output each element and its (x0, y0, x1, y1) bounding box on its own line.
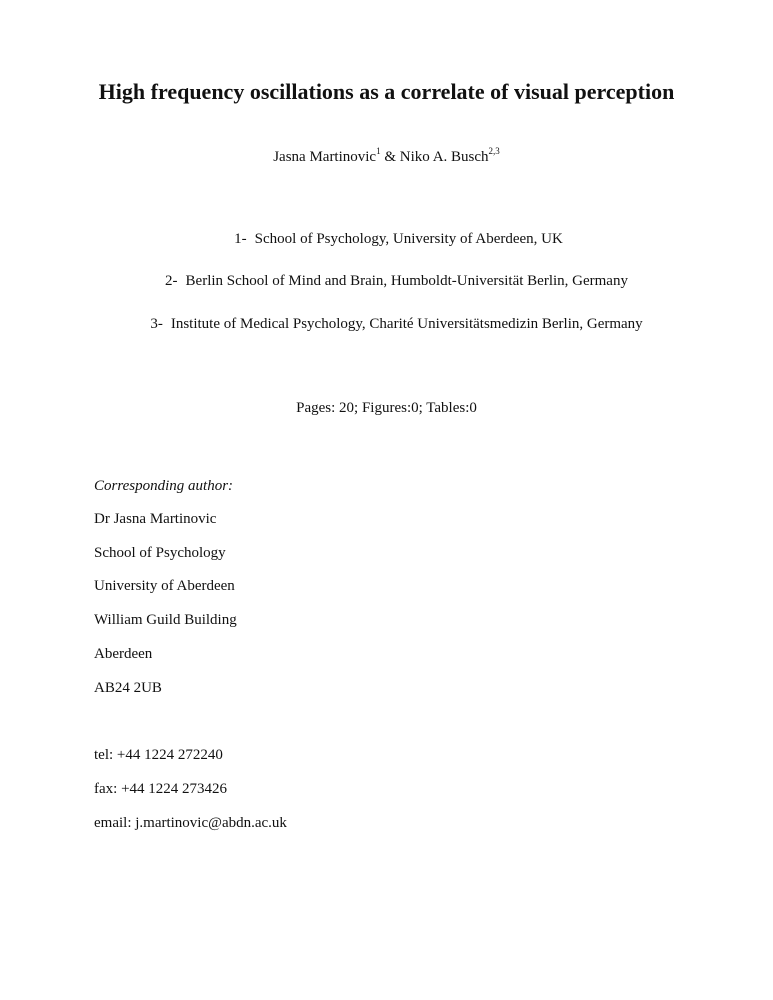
corresponding-author-name: Dr Jasna Martinovic (94, 511, 217, 527)
corresponding-author-building: William Guild Building (94, 612, 237, 628)
affiliation-2 (10, 271, 773, 291)
corresponding-author-university: University of Aberdeen (94, 578, 235, 594)
corresponding-author-heading: Corresponding author: (94, 478, 234, 494)
contact-fax: fax: +44 1224 273426 (94, 781, 228, 797)
author-1-affiliation-marker: 1 (376, 146, 381, 156)
corresponding-author-city: Aberdeen (94, 646, 153, 662)
affiliation-text: Berlin School of Mind and Brain, Humboldt-Universität Berlin, Germany (185, 273, 628, 289)
affiliation-1 (12, 229, 773, 249)
author-1-name: Jasna Martinovic (273, 149, 377, 165)
author-line (0, 147, 773, 167)
corresponding-author-postcode: AB24 2UB (94, 680, 162, 696)
affiliation-text: School of Psychology, University of Aberdeen, UK (254, 231, 563, 247)
contact-telephone: tel: +44 1224 272240 (94, 747, 223, 763)
paper-title: High frequency oscillations as a correlate of visual perception (98, 79, 675, 104)
author-2-affiliation-marker: 2,3 (488, 146, 500, 156)
manuscript-counts: Pages: 20; Figures:0; Tables:0 (296, 400, 477, 416)
author-2-name: Niko A. Busch (399, 149, 489, 165)
affiliation-number: 3- (150, 316, 163, 332)
contact-email: email: j.martinovic@abdn.ac.uk (94, 815, 287, 831)
author-separator: & (380, 149, 400, 165)
affiliation-3 (10, 314, 773, 334)
affiliation-text: Institute of Medical Psychology, Charité Universitätsmedizin Berlin, Germany (170, 316, 643, 332)
affiliation-number: 2- (165, 273, 178, 289)
corresponding-author-department: School of Psychology (94, 545, 226, 561)
affiliation-number: 1- (234, 231, 247, 247)
